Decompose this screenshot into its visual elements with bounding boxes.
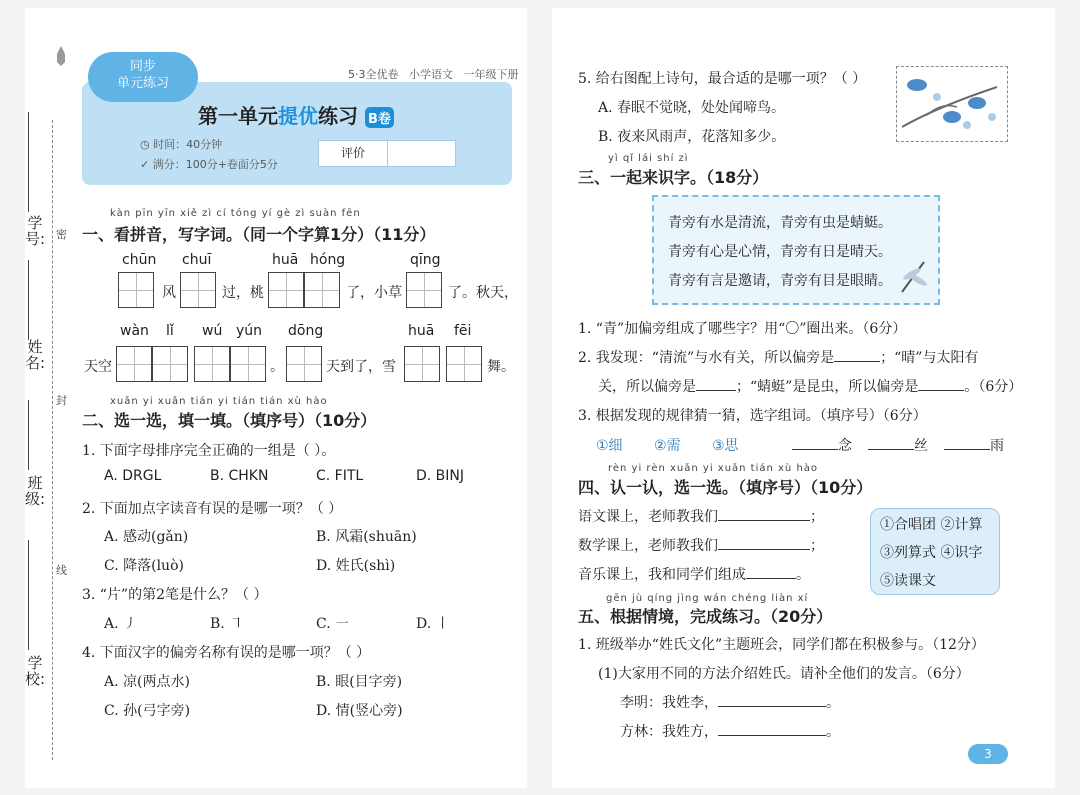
q3-option-d[interactable]: D. ㇑ <box>416 616 450 632</box>
name-blank[interactable] <box>28 260 29 340</box>
q1-option-d[interactable]: D. BINJ <box>416 468 465 484</box>
pinyin-hua-2: huā <box>408 323 435 339</box>
book-info: 5·3全优卷 小学语文 一年级下册 <box>348 68 519 81</box>
write-box-wan[interactable] <box>116 346 152 382</box>
school-blank[interactable] <box>28 540 29 650</box>
text-tiandaole-xue: 天到了，雪 <box>326 359 396 375</box>
sec2-title: 二、选一选，填一填。（填序号）（10分） <box>82 411 377 430</box>
write-box-chui[interactable] <box>180 272 216 308</box>
poem-line-1: 青旁有水是清流，青旁有虫是蜻蜓。 <box>668 215 892 231</box>
blank-si[interactable] <box>868 435 914 450</box>
unit-badge: 同步 单元练习 <box>88 52 198 102</box>
blank-math-class[interactable] <box>718 535 810 550</box>
q2-option-b[interactable]: B. 风霜(shuān) <box>316 529 417 545</box>
text-tiankong: 天空 <box>84 359 112 375</box>
student-id-label: 学号: <box>24 214 46 248</box>
q5-option-b[interactable]: B. 夜来风雨声，花落知多少。 <box>598 129 786 145</box>
char-option-2: ②需 <box>654 438 681 454</box>
sec5-question-1: 1. 班级举办“姓氏文化”主题班会，同学们都在积极参与。（12分） <box>578 637 985 653</box>
sec4-line-3: 音乐课上，我和同学们组成 。 <box>578 564 810 584</box>
char-option-1: ①细 <box>596 438 623 454</box>
binding-mark-xian: 线 <box>56 564 67 577</box>
q1-option-b[interactable]: B. CHKN <box>210 468 269 484</box>
sec4-line-1: 语文课上，老师教我们 ； <box>578 506 824 526</box>
word-bank-row-3: ⑤读课文 <box>880 573 936 589</box>
radical-blank-3[interactable] <box>918 376 964 391</box>
evaluation-box[interactable]: 评价 <box>318 140 456 167</box>
sec4-title: 四、认一认，选一选。（填序号）（10分） <box>578 478 873 497</box>
pinyin-hua: huā <box>272 252 299 268</box>
q3-option-a[interactable]: A. ㇓ <box>104 616 138 632</box>
blank-fang[interactable] <box>718 721 826 736</box>
text-period: 。 <box>270 359 284 375</box>
speech-fang: 方林：我姓方， 。 <box>620 721 840 741</box>
sec3-pinyin: yì qǐ lái shí zì <box>608 153 689 164</box>
sec5-subquestion-1: (1)大家用不同的方法介绍姓氏。请补全他们的发言。（6分） <box>598 666 970 682</box>
blank-chinese-class[interactable] <box>718 506 810 521</box>
rocket-icon <box>56 46 66 66</box>
pinyin-li: lǐ <box>166 323 174 339</box>
dragonfly-icon <box>898 256 932 296</box>
sec3-question-2-line-2: 关，所以偏旁是 ；“蜻蜓”是昆虫，所以偏旁是 。（6分） <box>598 376 1022 396</box>
blank-music-class[interactable] <box>746 564 796 579</box>
q5-stem: 5. 给右图配上诗句，最合适的是哪一项？（ ） <box>578 71 867 87</box>
pinyin-yun: yún <box>236 323 263 339</box>
pinyin-wu: wú <box>202 323 223 339</box>
q2-option-c[interactable]: C. 降落(luò) <box>104 558 184 574</box>
write-box-qing[interactable] <box>406 272 442 308</box>
page-title: 第一单元提优练习 B卷 <box>198 100 394 129</box>
sec2-question-3: 3. “片”的第2笔是什么？（ ） <box>82 587 268 603</box>
word-bank-row-2: ③列算式 ④识字 <box>880 545 983 561</box>
q5-option-a[interactable]: A. 春眠不觉晓，处处闻啼鸟。 <box>598 100 786 116</box>
name-label: 姓名: <box>24 338 46 372</box>
q4-option-a[interactable]: A. 凉(两点水) <box>104 674 190 690</box>
write-box-yun[interactable] <box>230 346 266 382</box>
score-info: ✓ 满分：100分+卷面分5分 <box>140 158 278 171</box>
check-icon: ✓ <box>140 158 150 171</box>
text-feng: 风 <box>162 285 176 301</box>
sec2-pinyin: xuǎn yi xuǎn tián yi tián tián xù hào <box>110 396 328 407</box>
sec4-line-2: 数学课上，老师教我们 ； <box>578 535 824 555</box>
q2-option-d[interactable]: D. 姓氏(shì) <box>316 558 396 574</box>
pinyin-dong: dōng <box>288 323 324 339</box>
write-box-fei[interactable] <box>446 346 482 382</box>
word-blank-yu: 雨 <box>944 435 1004 455</box>
version-badge: B卷 <box>365 107 394 128</box>
word-bank-row-1: ①合唱团 ②计算 <box>880 517 983 533</box>
sec4-pinyin: rèn yi rèn xuǎn yi xuǎn tián xù hào <box>608 463 819 474</box>
pinyin-qing: qīng <box>410 252 441 268</box>
bird-branch-illustration <box>896 66 1008 142</box>
blank-li[interactable] <box>718 692 826 707</box>
q4-option-d[interactable]: D. 情(竖心旁) <box>316 703 403 719</box>
clock-icon: ◷ <box>140 138 150 151</box>
sec3-question-3: 3. 根据发现的规律猜一猜，选字组词。（填序号）（6分） <box>578 408 927 424</box>
sec2-question-2: 2. 下面加点字读音有误的是哪一项？（ ） <box>82 501 343 517</box>
radical-blank-2[interactable] <box>696 376 736 391</box>
char-option-3: ③思 <box>712 438 739 454</box>
sec1-title: 一、看拼音，写字词。（同一个字算1分）（11分） <box>82 225 436 244</box>
write-box-li[interactable] <box>152 346 188 382</box>
q3-option-b[interactable]: B. ㇕ <box>210 616 244 632</box>
binding-mark-feng: 封 <box>56 394 67 407</box>
sec5-pinyin: gēn jù qíng jìng wán chéng liàn xí <box>606 593 809 604</box>
write-box-hong[interactable] <box>304 272 340 308</box>
text-le-xiaocao: 了，小草 <box>346 285 402 301</box>
q4-option-b[interactable]: B. 眼(目字旁) <box>316 674 403 690</box>
class-blank[interactable] <box>28 400 29 470</box>
blank-nian[interactable] <box>792 435 838 450</box>
school-label: 学校: <box>24 654 46 688</box>
sec3-title: 三、一起来识字。（18分） <box>578 168 769 187</box>
pinyin-chun: chūn <box>122 252 157 268</box>
q3-option-c[interactable]: C. ㇐ <box>316 616 350 632</box>
write-box-dong[interactable] <box>286 346 322 382</box>
class-label: 班级: <box>24 474 46 508</box>
q4-option-c[interactable]: C. 孙(弓字旁) <box>104 703 191 719</box>
word-blank-si: 丝 <box>868 435 928 455</box>
q1-option-c[interactable]: C. FITL <box>316 468 364 484</box>
pinyin-chui: chuī <box>182 252 212 268</box>
write-box-chun[interactable] <box>118 272 154 308</box>
sec5-title: 五、根据情境，完成练习。（20分） <box>578 607 833 626</box>
write-box-hua-2[interactable] <box>404 346 440 382</box>
q1-option-a[interactable]: A. DRGL <box>104 468 162 484</box>
poem-line-2: 青旁有心是心情，青旁有日是晴天。 <box>668 244 892 260</box>
time-info: ◷ 时间：40分钟 <box>140 138 223 151</box>
sec2-question-1: 1. 下面字母排序完全正确的一组是（ ）。 <box>82 443 336 459</box>
binding-line <box>52 120 53 760</box>
pinyin-hong: hóng <box>310 252 346 268</box>
sec3-question-2-line-1: 2. 我发现：“清流”与水有关，所以偏旁是 ；“晴”与太阳有 <box>578 347 978 367</box>
radical-blank-1[interactable] <box>834 347 880 362</box>
sec2-question-4: 4. 下面汉字的偏旁名称有误的是哪一项？（ ） <box>82 645 371 661</box>
pinyin-fei: fēi <box>454 323 472 339</box>
write-box-hua[interactable] <box>268 272 304 308</box>
sec1-pinyin: kàn pīn yīn xiě zì cí tóng yí gè zì suàn fēn <box>110 208 361 219</box>
binding-mark-mi: 密 <box>56 228 67 241</box>
text-guo-tao: 过，桃 <box>222 285 264 301</box>
text-wu: 舞。 <box>487 359 515 375</box>
text-le-qiutian: 了。秋天， <box>448 285 518 301</box>
word-blank-nian: 念 <box>792 435 852 455</box>
blank-yu[interactable] <box>944 435 990 450</box>
sec3-question-1: 1. “青”加偏旁组成了哪些字？用“〇”圈出来。（6分） <box>578 321 907 337</box>
speech-li: 李明：我姓李， 。 <box>620 692 840 712</box>
poem-line-3: 青旁有言是邀请，青旁有目是眼睛。 <box>668 273 892 289</box>
q2-option-a[interactable]: A. 感动(gǎn) <box>104 529 189 545</box>
write-box-wu[interactable] <box>194 346 230 382</box>
student-id-blank[interactable] <box>28 112 29 212</box>
page-number: 3 <box>968 744 1008 764</box>
pinyin-wan: wàn <box>120 323 149 339</box>
